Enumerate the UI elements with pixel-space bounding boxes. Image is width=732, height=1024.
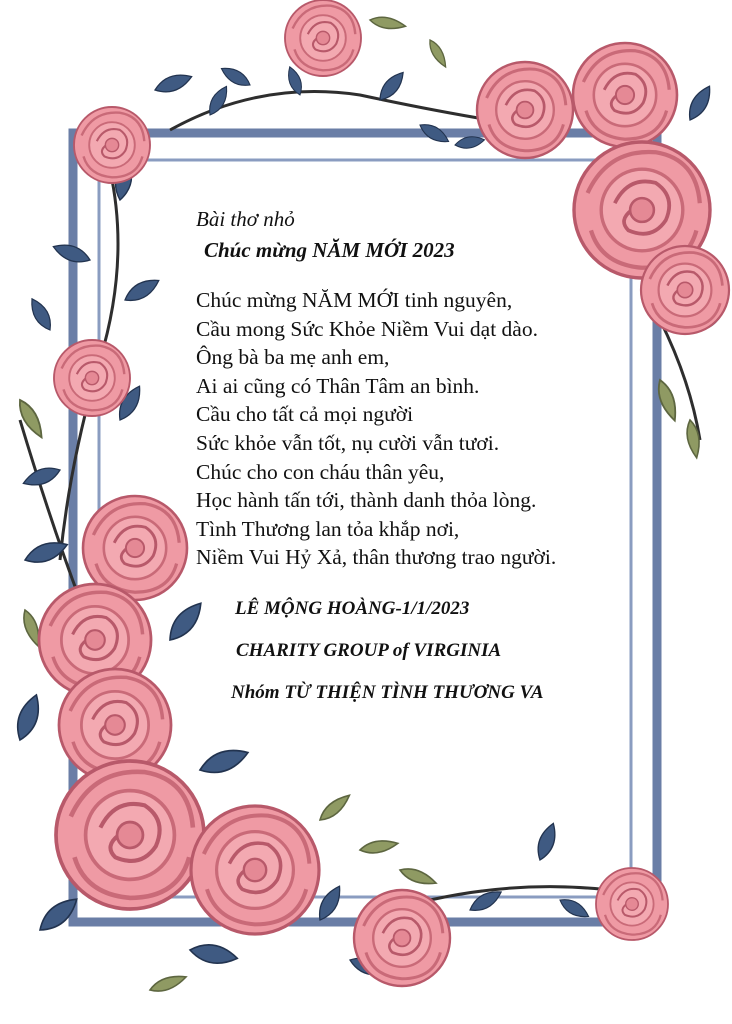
poem-title-line-2: Chúc mừng NĂM MỚI 2023 [204,238,455,262]
poem-line: Tình Thương lan tỏa khắp nơi, [196,516,460,541]
poem-line: Học hành tấn tới, thành danh thỏa lòng. [196,488,537,513]
poem-line: Ông bà ba mẹ anh em, [196,345,390,370]
poem-title [196,204,455,266]
poem-line: Chúc mừng NĂM MỚI tinh nguyên, [196,288,513,312]
charity-group-name-vietnamese: Nhóm TỪ THIỆN TÌNH THƯƠNG VA [231,682,544,703]
charity-group-name: CHARITY GROUP of VIRGINIA [236,640,502,661]
poem-line: Sức khỏe vẫn tốt, nụ cười vẫn tươi. [196,430,500,455]
poem-line: Ai ai cũng có Thân Tâm an bình. [196,373,480,398]
poem-line: Cầu mong Sức Khỏe Niềm Vui dạt dào. [196,316,538,341]
poem-title-line-1: Bài thơ nhỏ [196,207,295,231]
author-signature: LÊ MỘNG HOÀNG-1/1/2023 [235,598,470,619]
poem-line: Cầu cho tất cả mọi người [196,402,414,427]
poem-line: Chúc cho con cháu thân yêu, [196,459,445,484]
poem-body [196,286,556,572]
poem-line: Niềm Vui Hỷ Xả, thân thương trao người. [196,545,557,570]
